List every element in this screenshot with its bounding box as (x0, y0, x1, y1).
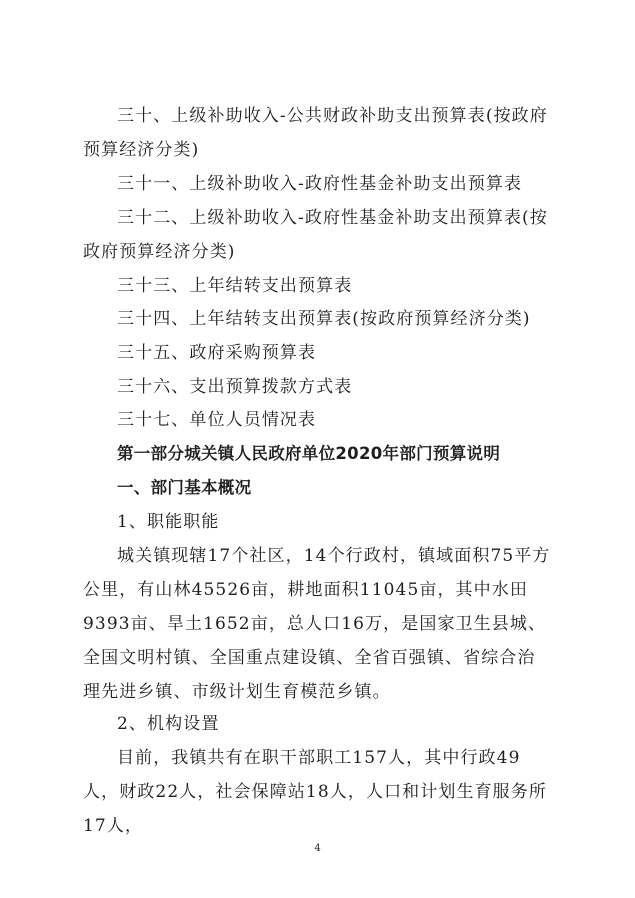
section-title-overview: 一、部门基本概况 (117, 478, 252, 497)
organization-paragraph: 目前，我镇共有在职干部职工157人，其中行政49人，财政22人，社会保障站18人，人口和计划生育服务所17人， (83, 748, 547, 836)
subsection-title-organization: 2、机构设置 (117, 714, 220, 734)
toc-item-37: 三十七、单位人员情况表 (117, 410, 317, 430)
toc-item-34: 三十四、上年结转支出预算表(按政府预算经济分类) (117, 309, 531, 329)
toc-item-33: 三十三、上年结转支出预算表 (117, 276, 353, 296)
toc-item-35: 三十五、政府采购预算表 (117, 343, 317, 363)
toc-item-36: 三十六、支出预算拨款方式表 (117, 377, 353, 397)
part-title: 第一部分城关镇人民政府单位2020年部门预算说明 (117, 444, 501, 463)
toc-item-30: 三十、上级补助收入-公共财政补助支出预算表(按政府预算经济分类) (83, 106, 548, 160)
toc-item-32: 三十二、上级补助收入-政府性基金补助支出预算表(按政府预算经济分类) (83, 208, 548, 262)
page-number: 4 (314, 843, 321, 854)
toc-item-31: 三十一、上级补助收入-政府性基金补助支出预算表 (117, 174, 523, 194)
functions-paragraph: 城关镇现辖17个社区，14个行政村，镇域面积75平方公里，有山林45526亩，耕地面积11045亩，其中水田9393亩、旱土1652亩，总人口16万，是国家卫生县城、全国文明村镇、全国重点建设镇、全省百强镇、省综合治理先进乡镇、市级计划生育模范乡镇。 (83, 546, 551, 702)
subsection-title-functions: 1、职能职能 (117, 512, 220, 532)
